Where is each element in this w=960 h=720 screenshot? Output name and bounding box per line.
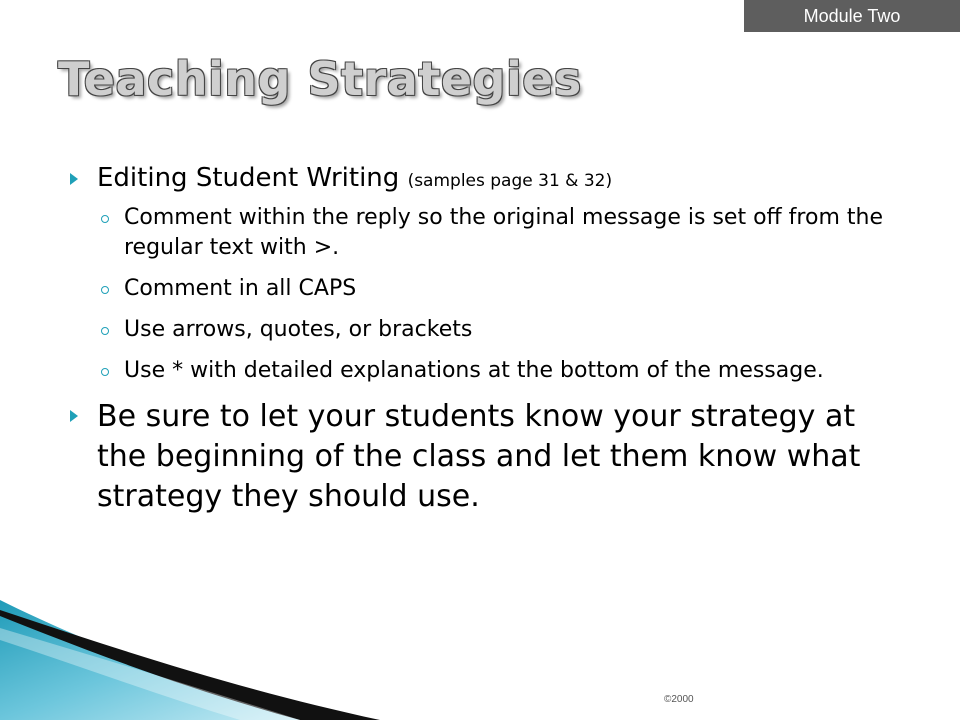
arrow-bullet-icon: [70, 410, 78, 422]
sub-bullet-list: [97, 203, 890, 386]
bullet-editing-student-writing: [70, 160, 890, 386]
sub-bullet: [97, 315, 890, 345]
sub-bullet-text: Use arrows, quotes, or brackets: [124, 317, 473, 342]
slide-content: [70, 160, 890, 517]
ring-bullet-icon: [101, 286, 109, 294]
ring-bullet-icon: [101, 368, 109, 376]
bullet-note: (samples page 31 & 32): [407, 171, 613, 191]
sub-bullet-text: Comment within the reply so the original message is set off from the regular text with >.: [124, 205, 883, 260]
slide-title: Teaching Strategies: [58, 52, 582, 106]
ring-bullet-icon: [101, 327, 109, 335]
sub-bullet-text: Comment in all CAPS: [124, 276, 357, 301]
copyright-text: ©2000: [664, 694, 694, 705]
sub-bullet-text: Use * with detailed explanations at the bottom of the message.: [124, 358, 824, 383]
ring-bullet-icon: [101, 215, 109, 223]
decorative-swoosh: [0, 600, 380, 720]
sub-bullet: [97, 356, 890, 386]
arrow-bullet-icon: [70, 173, 78, 185]
sub-bullet: [97, 203, 890, 263]
sub-bullet: [97, 274, 890, 304]
bullet-text: Be sure to let your students know your strategy at the beginning of the class and let them know what strategy they should use.: [97, 399, 861, 514]
bullet-text: Editing Student Writing: [97, 163, 400, 193]
module-label: Module Two: [744, 0, 960, 32]
bullet-strategy-note: [70, 397, 890, 517]
